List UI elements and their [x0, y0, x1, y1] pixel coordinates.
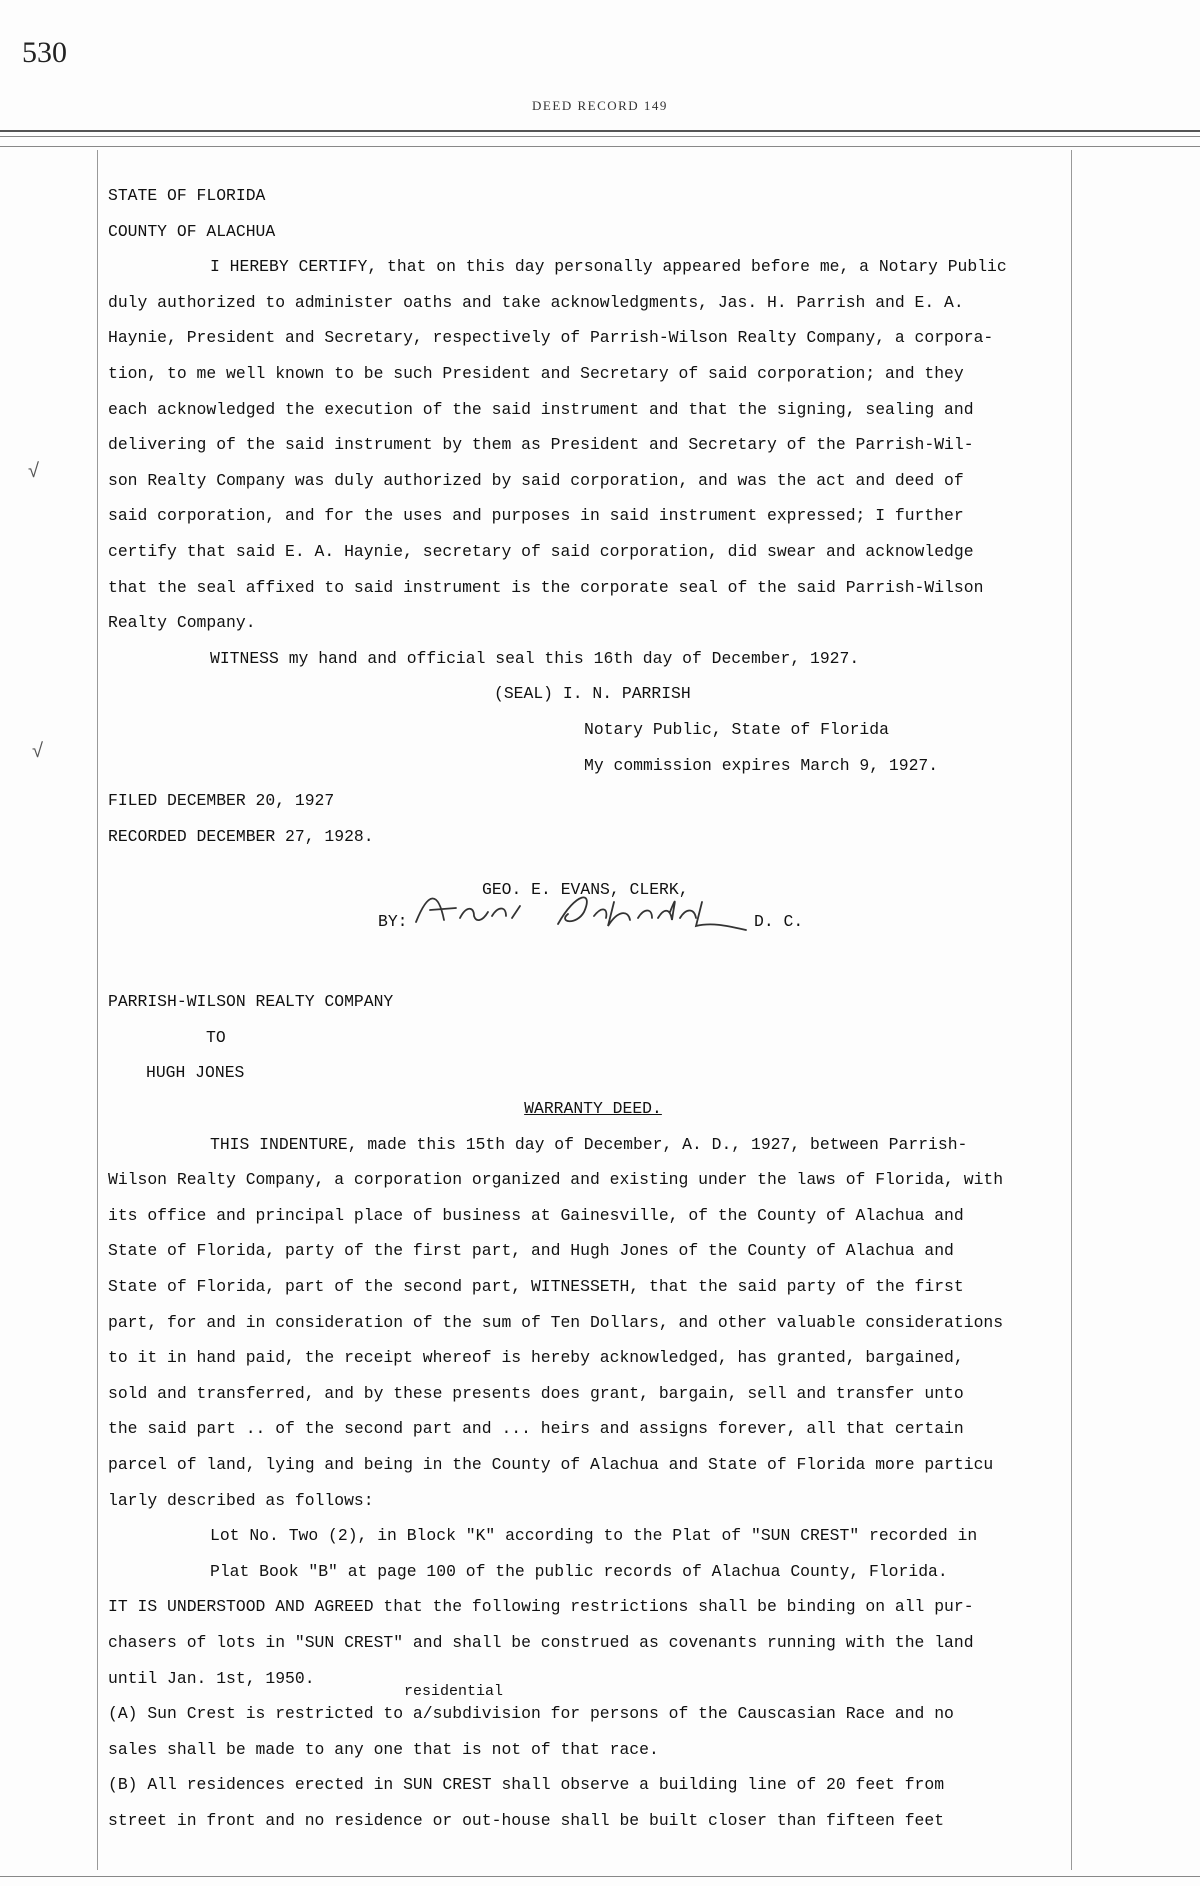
ack-line: certify that said E. A. Haynie, secretary of said corporation, did swear and acknowledge: [108, 541, 974, 561]
deed-line: to it in hand paid, the receipt whereof is hereby acknowledged, has granted, bargained,: [108, 1348, 964, 1368]
document-body: [108, 178, 1078, 1839]
clerk-name: GEO. E. EVANS, CLERK,: [482, 880, 689, 900]
grantee-name: HUGH JONES: [146, 1063, 245, 1083]
notary-title: Notary Public, State of Florida: [584, 719, 889, 739]
ack-line: each acknowledged the execution of the said instrument and that the signing, sealing and: [108, 399, 974, 419]
ack-line: said corporation, and for the uses and purposes in said instrument expressed; I further: [108, 506, 964, 526]
understood-line: chasers of lots in "SUN CREST" and shall be construed as covenants running with the land: [108, 1632, 974, 1652]
lot-description: Lot No. Two (2), in Block "K" according to the Plat of "SUN CREST" recorded in: [210, 1526, 978, 1546]
check-mark-icon-2: √: [32, 740, 43, 762]
understood-line: IT IS UNDERSTOOD AND AGREED that the following restrictions shall be binding on all pur-: [108, 1597, 974, 1617]
restriction-b-line: (B) All residences erected in SUN CREST shall observe a building line of 20 feet from: [108, 1775, 945, 1795]
witness-line: WITNESS my hand and official seal this 16th day of December, 1927.: [210, 648, 860, 668]
to-label: TO: [206, 1027, 226, 1047]
ack-county: COUNTY OF ALACHUA: [108, 221, 276, 241]
ack-line: Haynie, President and Secretary, respectively of Parrish-Wilson Realty Company, a corpora-: [108, 328, 994, 348]
footer-rule: [0, 1876, 1200, 1877]
dc-label: D. C.: [754, 912, 804, 932]
left-margin-line: [97, 150, 98, 1870]
ack-state: STATE OF FLORIDA: [108, 186, 266, 205]
deed-line: parcel of land, lying and being in the County of Alachua and State of Florida more particu: [108, 1455, 994, 1474]
deed-line: Wilson Realty Company, a corporation organized and existing under the laws of Florida, with: [108, 1170, 1004, 1190]
ack-line: that the seal affixed to said instrument is the corporate seal of the said Parrish-Wilson: [108, 577, 984, 597]
check-mark-icon: √: [28, 460, 39, 482]
restriction-a-line: [108, 1683, 1078, 1732]
header-rule-thin-2: [0, 146, 1200, 147]
header-rule-thin: [0, 136, 1200, 137]
ack-line: tion, to me well known to be such President and Secretary of said corporation; and they: [108, 363, 964, 383]
deed-title: [108, 1091, 1078, 1127]
deed-line: part, for and in consideration of the sum of Ten Dollars, and other valuable considerations: [108, 1312, 1004, 1332]
ack-line: Realty Company.: [108, 613, 256, 633]
record-header: DEED RECORD 149: [532, 98, 668, 113]
recorded-line: RECORDED DECEMBER 27, 1928.: [108, 826, 374, 846]
deed-line: THIS INDENTURE, made this 15th day of December, A. D., 1927, between Parrish-: [210, 1134, 968, 1154]
ack-line: I HEREBY CERTIFY, that on this day personally appeared before me, a Notary Public: [210, 257, 1007, 277]
deed-line: State of Florida, part of the second part, WITNESSETH, that the said party of the first: [108, 1277, 964, 1297]
grantor-name: PARRISH-WILSON REALTY COMPANY: [108, 992, 394, 1012]
deed-title-text: WARRANTY DEED.: [524, 1099, 662, 1119]
page-number: 530: [22, 36, 67, 69]
deed-line: the said part .. of the second part and ... heirs and assigns forever, all that certain: [108, 1419, 964, 1439]
understood-line: until Jan. 1st, 1950.: [108, 1668, 315, 1688]
restriction-b-line-2: street in front and no residence or out-house shall be built closer than fifteen feet: [108, 1810, 945, 1830]
commission-line: My commission expires March 9, 1927.: [584, 755, 939, 775]
restriction-a-text: (A) Sun Crest is restricted to a/subdivision for persons of the Causcasian Race and no: [108, 1704, 954, 1724]
restriction-a-line-2: sales shall be made to any one that is not of that race.: [108, 1739, 659, 1759]
filed-line: FILED DECEMBER 20, 1927: [108, 791, 335, 811]
deed-line: larly described as follows:: [108, 1490, 374, 1510]
by-label: BY:: [378, 912, 408, 932]
ack-line: duly authorized to administer oaths and take acknowledgments, Jas. H. Parrish and E. A.: [108, 292, 964, 312]
lot-description-2: Plat Book "B" at page 100 of the public records of Alachua County, Florida.: [210, 1561, 948, 1581]
clerk-signature-block: [108, 854, 1078, 932]
deed-line: State of Florida, party of the first part, and Hugh Jones of the County of Alachua and: [108, 1241, 954, 1261]
deed-line: sold and transferred, and by these presents does grant, bargain, sell and transfer unto: [108, 1383, 964, 1403]
seal-line: (SEAL) I. N. PARRISH: [494, 684, 691, 704]
inserted-word: residential: [404, 1683, 504, 1701]
handwritten-signature: [408, 882, 748, 938]
ack-line: delivering of the said instrument by them as President and Secretary of the Parrish-Wil-: [108, 435, 974, 455]
deed-line: its office and principal place of business at Gainesville, of the County of Alachua and: [108, 1205, 964, 1225]
header-rule: [0, 130, 1200, 132]
ack-line: son Realty Company was duly authorized by said corporation, and was the act and deed of: [108, 470, 964, 490]
